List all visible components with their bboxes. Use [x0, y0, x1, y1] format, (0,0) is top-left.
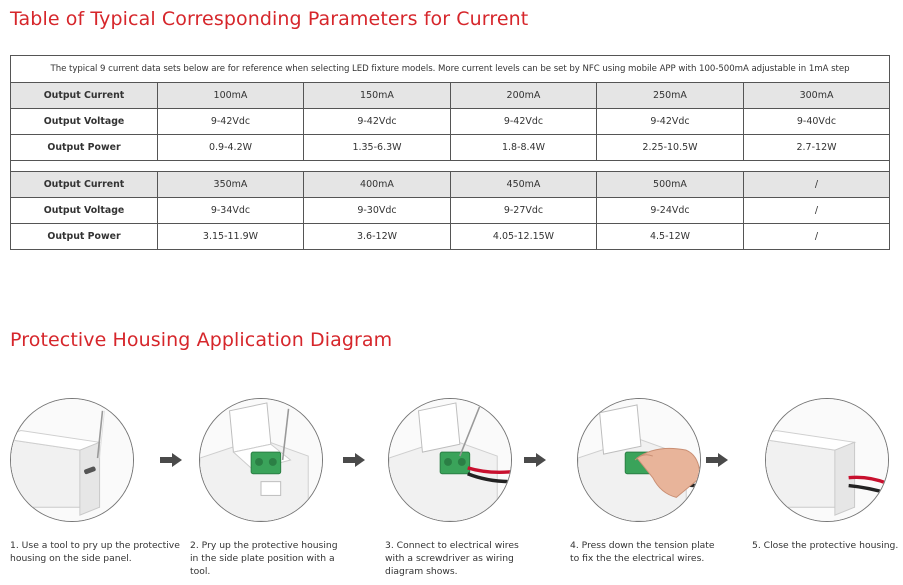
table-cell: 300mA	[744, 83, 890, 109]
row-label-output-current: Output Current	[11, 172, 158, 198]
table-cell: 9-27Vdc	[451, 198, 597, 224]
table-cell: 500mA	[597, 172, 744, 198]
table-cell: 9-30Vdc	[304, 198, 451, 224]
section-title-parameters: Table of Typical Corresponding Parameters for Current	[10, 8, 529, 30]
step-4-caption	[570, 539, 715, 565]
caption-line: to fix the the electrical wires.	[570, 553, 705, 564]
caption-line: in the side plate position with a	[190, 553, 335, 564]
step-arrow-icon	[706, 453, 728, 467]
row-label-output-voltage: Output Voltage	[11, 109, 158, 135]
table-cell: 9-42Vdc	[451, 109, 597, 135]
housing-closed-with-wires-icon	[766, 399, 888, 521]
step-2-caption	[190, 539, 338, 578]
housing-closed-with-tool-icon	[11, 399, 133, 521]
caption-line: diagram shows.	[385, 566, 458, 577]
caption-line: housing on the side panel.	[10, 553, 132, 564]
table-cell: /	[744, 224, 890, 250]
step-4-illustration	[577, 398, 701, 522]
table-row	[11, 172, 890, 198]
step-arrow-icon	[160, 453, 182, 467]
table-cell: 3.6-12W	[304, 224, 451, 250]
table-row	[11, 83, 890, 109]
parameters-table	[10, 55, 890, 250]
table-cell: 9-34Vdc	[158, 198, 304, 224]
row-label-output-voltage: Output Voltage	[11, 198, 158, 224]
step-3-caption	[385, 539, 519, 578]
table-cell: 200mA	[451, 83, 597, 109]
table-cell: 2.25-10.5W	[597, 135, 744, 161]
table-spacer-row	[11, 161, 890, 172]
table-cell: 2.7-12W	[744, 135, 890, 161]
caption-line: 3. Connect to electrical wires	[385, 540, 519, 551]
caption-line: with a screwdriver as wiring	[385, 553, 514, 564]
caption-line: 4. Press down the tension plate	[570, 540, 715, 551]
table-cell: 150mA	[304, 83, 451, 109]
step-1-caption	[10, 539, 180, 565]
table-row	[11, 135, 890, 161]
table-row	[11, 109, 890, 135]
table-row	[11, 224, 890, 250]
step-5-illustration	[765, 398, 889, 522]
table-spacer	[11, 161, 890, 172]
table-cell: 250mA	[597, 83, 744, 109]
step-5-caption	[752, 539, 898, 552]
table-cell: 400mA	[304, 172, 451, 198]
housing-open-terminal-icon	[200, 399, 322, 521]
table-cell: 9-40Vdc	[744, 109, 890, 135]
table-cell: 450mA	[451, 172, 597, 198]
table-row	[11, 198, 890, 224]
table-cell: 1.8-8.4W	[451, 135, 597, 161]
caption-line: tool.	[190, 566, 211, 577]
row-label-output-power: Output Power	[11, 224, 158, 250]
table-cell: 4.05-12.15W	[451, 224, 597, 250]
table-cell: 9-24Vdc	[597, 198, 744, 224]
housing-wired-with-screwdriver-icon	[389, 399, 511, 521]
table-cell: 4.5-12W	[597, 224, 744, 250]
table-cell: 0.9-4.2W	[158, 135, 304, 161]
step-arrow-icon	[524, 453, 546, 467]
step-2-illustration	[199, 398, 323, 522]
table-cell: 100mA	[158, 83, 304, 109]
table-note: The typical 9 current data sets below are for reference when selecting LED fixture models. More current levels can be set by NFC using mobile APP with 100-500mA adjustable in 1mA step	[11, 56, 890, 83]
row-label-output-power: Output Power	[11, 135, 158, 161]
step-3-illustration	[388, 398, 512, 522]
caption-line: 5. Close the protective housing.	[752, 540, 899, 551]
table-cell: 350mA	[158, 172, 304, 198]
step-arrow-icon	[343, 453, 365, 467]
caption-line: 2. Pry up the protective housing	[190, 540, 338, 551]
table-cell: 3.15-11.9W	[158, 224, 304, 250]
caption-line: 1. Use a tool to pry up the protective	[10, 540, 180, 551]
table-cell: 9-42Vdc	[158, 109, 304, 135]
finger-pressing-plate-icon	[578, 399, 700, 521]
row-label-output-current: Output Current	[11, 83, 158, 109]
step-1-illustration	[10, 398, 134, 522]
table-cell: 9-42Vdc	[304, 109, 451, 135]
table-cell: 1.35-6.3W	[304, 135, 451, 161]
table-cell: 9-42Vdc	[597, 109, 744, 135]
table-cell: /	[744, 198, 890, 224]
section-title-diagram: Protective Housing Application Diagram	[10, 329, 393, 351]
table-cell: /	[744, 172, 890, 198]
table-note-row	[11, 56, 890, 83]
